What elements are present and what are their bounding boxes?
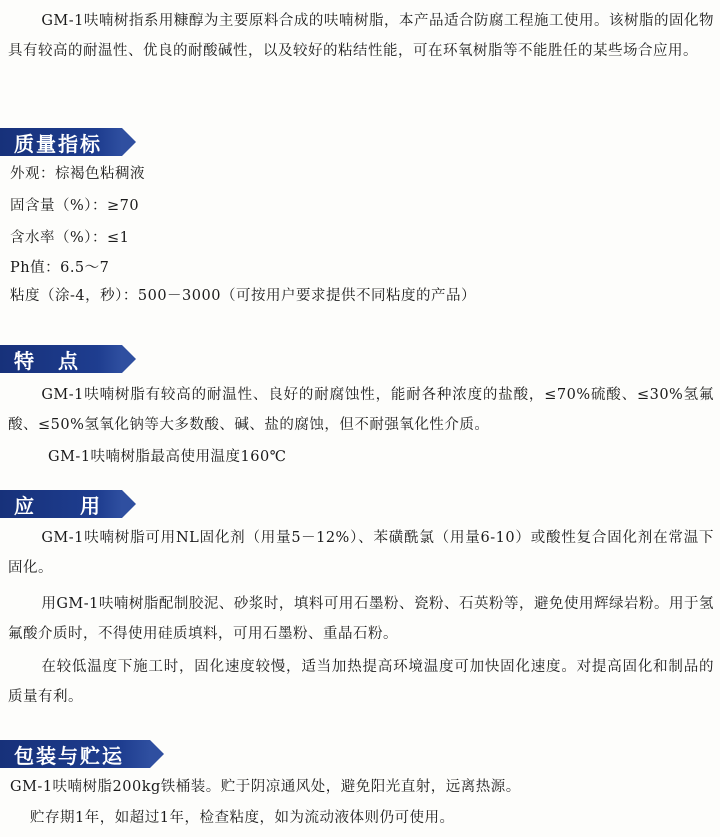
- section-title-application: 应 用: [14, 493, 102, 518]
- features-paragraph-2: GM-1呋喃树脂最高使用温度160℃: [48, 449, 287, 465]
- section-title-quality: 质量指标: [14, 131, 102, 156]
- packaging-line-1: GM-1呋喃树脂200kg铁桶装。贮于阴凉通风处，避免阳光直射，远离热源。: [10, 779, 521, 795]
- application-paragraph-2: 用GM-1呋喃树脂配制胶泥、砂浆时，填料可用石墨粉、瓷粉、石英粉等，避免使用辉绿岩粉。用于氢氟酸介质时，不得使用硅质填料，可用石墨粉、重晶石粉。: [8, 596, 714, 642]
- header-notch: [150, 740, 164, 768]
- intro-paragraph: GM-1呋喃树指系用糠醇为主要原料合成的呋喃树脂，本产品适合防腐工程施工使用。该树脂的固化物具有较高的耐温性、优良的耐酸碱性，以及较好的粘结性能，可在环氧树脂等不能胜任的某些场合应用。: [8, 13, 714, 59]
- header-notch: [122, 128, 136, 156]
- header-notch: [122, 345, 136, 373]
- quality-appearance: 外观：棕褐色粘稠液: [10, 166, 145, 182]
- section-header-quality: [0, 128, 122, 156]
- packaging-line-2: 贮存期1年，如超过1年，检查粘度，如为流动液体则仍可使用。: [30, 810, 455, 826]
- quality-viscosity: 粘度（涂-4，秒）：500－3000（可按用户要求提供不同粘度的产品）: [10, 288, 476, 304]
- section-header-packaging: [0, 740, 150, 768]
- quality-water-content: 含水率（%）：≤1: [10, 230, 130, 246]
- section-header-features: [0, 345, 122, 373]
- quality-ph-value: Ph值：6.5～7: [10, 260, 110, 276]
- features-paragraph-1: GM-1呋喃树脂有较高的耐温性、良好的耐腐蚀性，能耐各种浓度的盐酸，≤70%硫酸、≤30%氢氟酸、≤50%氢氧化钠等大多数酸、碱、盐的腐蚀，但不耐强氧化性介质。: [8, 387, 714, 433]
- section-header-application: [0, 490, 122, 518]
- section-title-packaging: 包装与贮运: [14, 743, 124, 768]
- application-paragraph-3: 在较低温度下施工时，固化速度较慢，适当加热提高环境温度可加快固化速度。对提高固化和制品的质量有利。: [8, 659, 714, 705]
- section-title-features: 特 点: [14, 348, 80, 373]
- header-notch: [122, 490, 136, 518]
- quality-solid-content: 固含量（%）：≥70: [10, 198, 140, 214]
- application-paragraph-1: GM-1呋喃树脂可用NL固化剂（用量5－12%）、苯磺酰氯（用量6-10）或酸性复合固化剂在常温下固化。: [8, 530, 714, 576]
